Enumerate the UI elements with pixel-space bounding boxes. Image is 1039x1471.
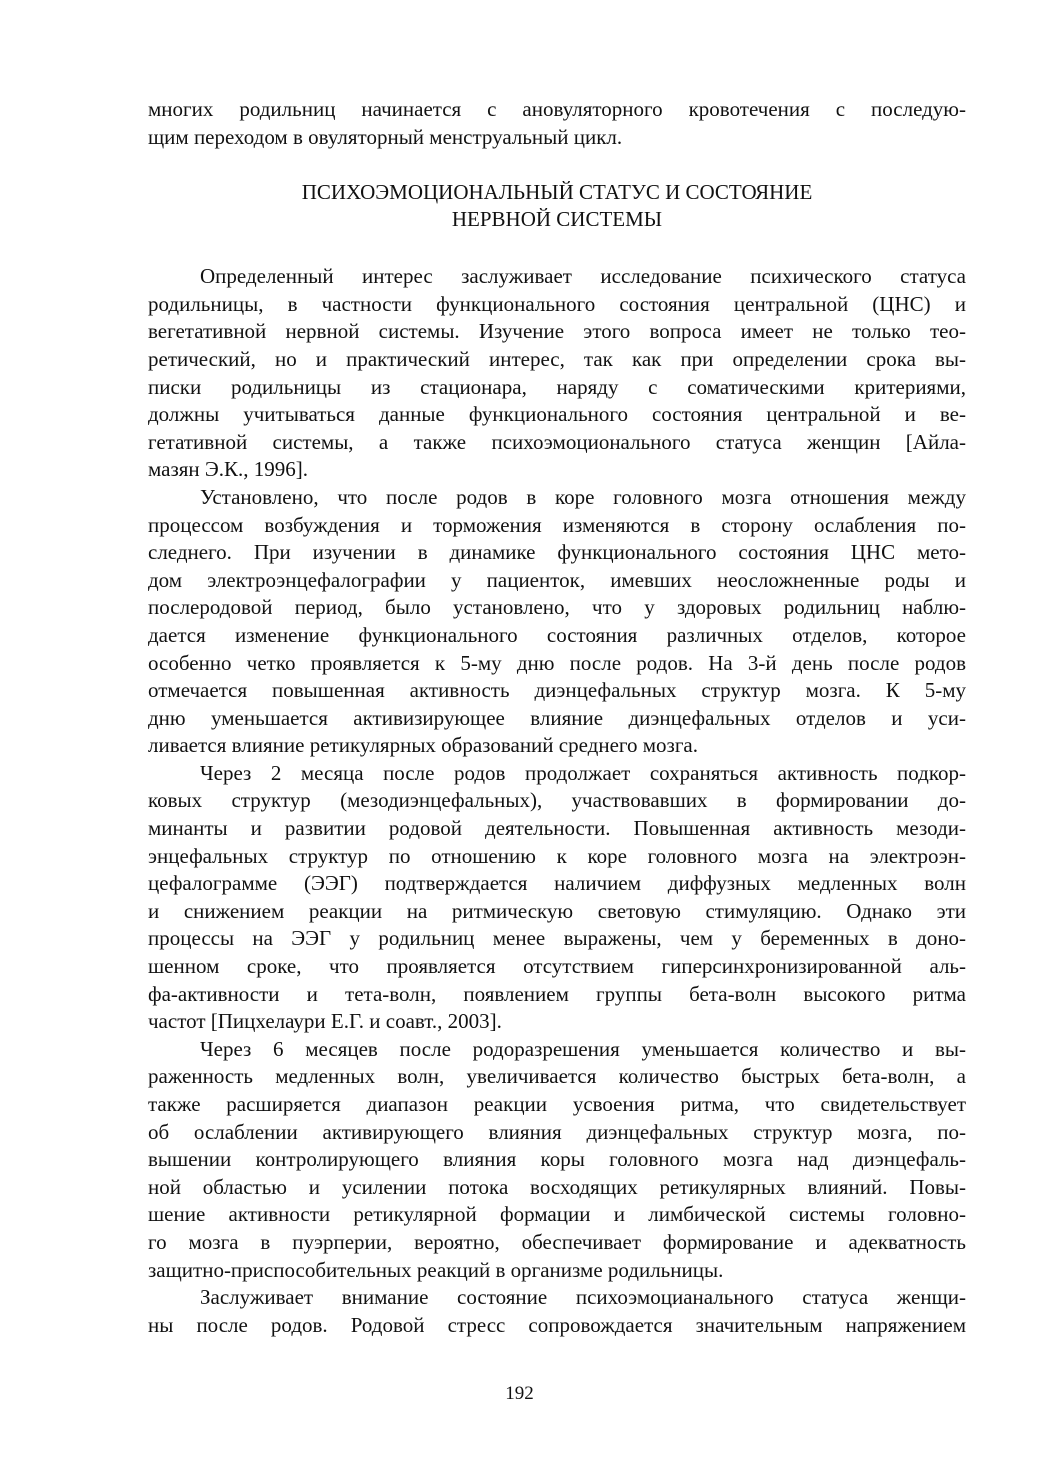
text-line: гетативной системы, а также психоэмоционального статуса женщин [Айла- [148,429,966,454]
text-line: го мозга в пуэрперии, вероятно, обеспечивает формирование и адекватность [148,1229,966,1254]
text-line: вегетативной нервной системы. Изучение этого вопроса имеет не только тео- [148,319,966,344]
paragraph-5 [148,1284,966,1339]
text-line: ны после родов. Родовой стресс сопровождается значительным напряжением [148,1312,966,1337]
text-line: энцефальных структур по отношению к коре головного мозга на электроэн- [148,843,966,868]
text-line: особенно четко проявляется к 5-му дню после родов. На 3-й день после родов [148,650,966,675]
text-line: Заслуживает внимание состояние психоэмоцианального статуса женщи- [200,1285,966,1310]
text-line: об ослаблении активирующего влияния диэнцефальных структур мозга, по- [148,1119,966,1144]
text-line: Через 2 месяца после родов продолжает сохраняться активность подкор- [200,760,966,785]
text-line: щим переходом в овуляторный менструальный цикл. [148,124,623,149]
heading-line: НЕРВНОЙ СИСТЕМЫ [451,207,663,232]
intro-paragraph [148,96,966,151]
text-line: фа-активности и тета-волн, появлением группы бета-волн высокого ритма [148,981,966,1006]
text-line: многих родильниц начинается с ановуляторного кровотечения с последую- [148,97,966,121]
page-number: 192 [505,1383,534,1404]
text-line: также расширяется диапазон реакции усвоения ритма, что свидетельствует [148,1092,966,1116]
text-line: вышении контролирующего влияния коры головного мозга над диэнцефаль- [148,1147,966,1172]
paragraph-4 [148,1036,966,1284]
text-line: защитно-приспособительных реакций в организме родильницы. [148,1257,724,1282]
text-line: дается изменение функционального состояния различных отделов, которое [148,622,966,647]
text-line: писки родильницы из стационара, наряду с соматическими критериями, [148,374,966,399]
text-line: Определенный интерес заслуживает исследование психического статуса [200,264,966,289]
heading-line: ПСИХОЭМОЦИОНАЛЬНЫЙ СТАТУС И СОСТОЯНИЕ [301,180,813,205]
text-line: ретический, но и практический интерес, так как при определении срока вы- [148,346,966,371]
text-line: раженность медленных волн, увеличивается количество быстрых бета-волн, а [148,1064,966,1089]
text-line: родильницы, в частности функционального состояния центральной (ЦНС) и [148,291,966,316]
text-line: шение активности ретикулярной формации и лимбической системы головно- [148,1202,966,1227]
text-line: мазян Э.К., 1996]. [148,457,309,482]
text-line: дом электроэнцефалографии у пациенток, имевших неосложненные роды и [148,567,966,592]
text-line: цефалограмме (ЭЭГ) подтверждается наличием диффузных медленных волн [148,871,966,896]
paragraph-1 [148,263,966,484]
text-line: шенном сроке, что проявляется отсутствием гиперсинхронизированной аль- [148,954,966,979]
text-line: частот [Пицхелаури Е.Г. и соавт., 2003]. [148,1009,502,1034]
paragraph-3 [148,760,966,1036]
page-body [148,96,966,1339]
text-line: ливается влияние ретикулярных образований среднего мозга. [148,733,698,758]
text-line: должны учитываться данные функционального состояния центральной и ве- [148,402,966,427]
paragraph-2 [148,484,966,760]
text-line: Через 6 месяцев после родоразрешения уменьшается количество и вы- [200,1036,966,1061]
text-line: отмечается повышенная активность диэнцефальных структур мозга. К 5-му [148,678,966,703]
text-line: ной областью и усилении потока восходящих ретикулярных влияний. Повы- [148,1174,966,1199]
text-line: и снижением реакции на ритмическую световую стимуляцию. Однако эти [148,898,966,923]
text-line: послеродовой период, было установлено, что у здоровых родильниц наблю- [148,595,966,620]
text-line: следнего. При изучении в динамике функционального состояния ЦНС мето- [148,540,966,565]
text-line: Установлено, что после родов в коре головного мозга отношения между [200,484,966,509]
text-line: процессом возбуждения и торможения изменяются в сторону ослабления по- [148,512,966,537]
text-line: минанты и развитии родовой деятельности. Повышенная активность мезоди- [148,816,966,841]
text-line: ковых структур (мезодиэнцефальных), участвовавших в формировании до- [148,788,966,813]
text-line: дню уменьшается активизирующее влияние диэнцефальных отделов и уси- [148,705,966,730]
text-line: процессы на ЭЭГ у родильниц менее выражены, чем у беременных в доно- [148,926,966,951]
section-heading [148,179,966,233]
